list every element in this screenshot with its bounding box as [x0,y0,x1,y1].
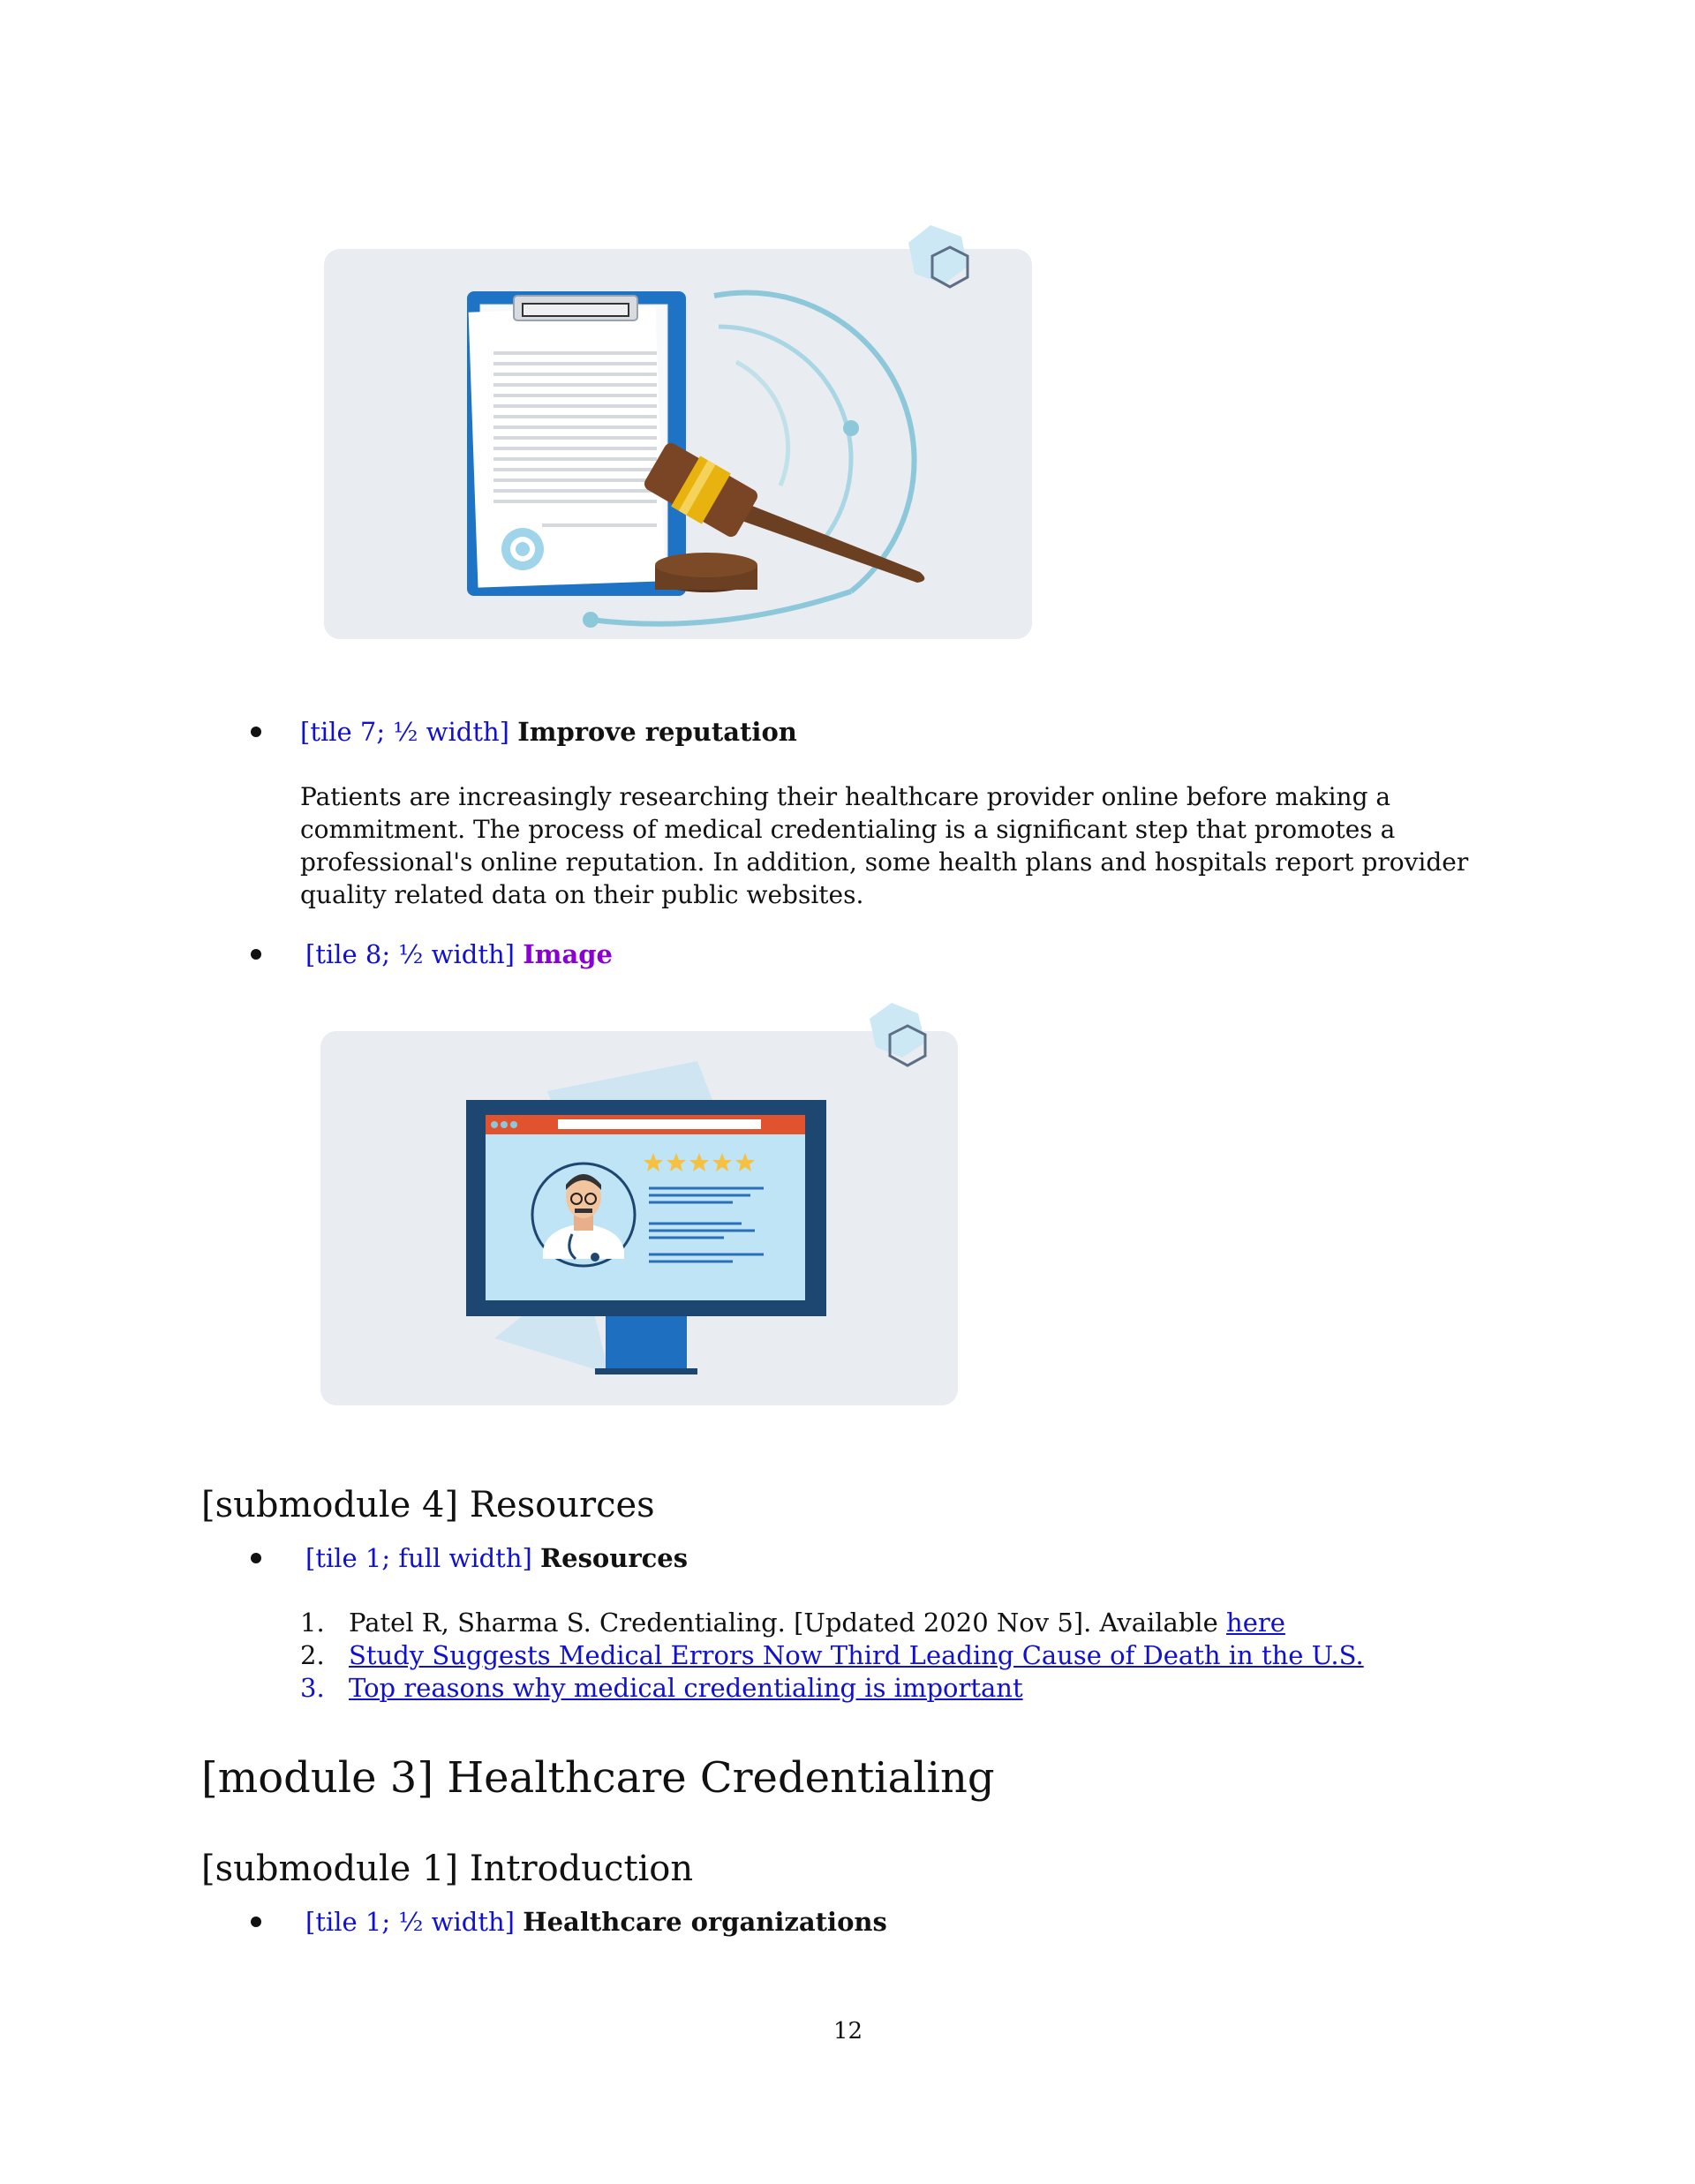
tile-7-header [300,716,797,748]
module-3-tile-header [305,1906,887,1938]
page-number: 12 [833,2018,863,2045]
monitor-doctor-illustration [318,1003,962,1409]
reference-link-here[interactable]: here [1226,1608,1285,1638]
bullet [251,727,261,737]
bullet [251,1553,261,1563]
reference-link-top-reasons[interactable] [300,1673,1023,1703]
clipboard-gavel-icon [321,221,1036,644]
tile-8-tag: [tile 8; ½ width] [305,939,515,969]
bullet [251,949,261,960]
submodule-4-heading: [submodule 4] Resources [201,1485,655,1525]
reference-item-2 [300,1639,1364,1671]
monitor-doctor-icon [318,1003,962,1409]
reference-number: 1. [300,1608,325,1638]
tile-7-body: Patients are increasingly researching their healthcare provider online before making a commitment. The process of medical credentialing is a significant step that promotes a professional's online reputation. In addition, some health plans and hospitals report provider quality related data on their public websites. [300,782,1469,909]
module-3-heading: [module 3] Healthcare Credentialing [201,1753,995,1803]
clipboard-gavel-illustration [321,221,1036,644]
submodule-4-tile-header [305,1542,688,1574]
reference-item-3 [300,1672,1023,1704]
reference-number: 2. [300,1640,325,1670]
module-3-tile-title: Healthcare organizations [523,1907,887,1937]
reference-text: Patel R, Sharma S. Credentialing. [Updated 2020 Nov 5]. Available [349,1608,1227,1638]
tile-7-tag: [tile 7; ½ width] [300,717,509,747]
tile-7-title: Improve reputation [517,717,797,747]
submodule-4-tile-tag: [tile 1; full width] [305,1543,532,1573]
reference-link-text: Top reasons why medical credentialing is important [349,1673,1023,1703]
reference-link-medical-errors[interactable]: Study Suggests Medical Errors Now Third Leading Cause of Death in the U.S. [349,1640,1364,1670]
submodule-4-tile-title: Resources [540,1543,689,1573]
bullet [251,1917,261,1927]
module-3-tile-tag: [tile 1; ½ width] [305,1907,515,1937]
reference-item-1 [300,1607,1285,1638]
reference-number: 3. [300,1673,325,1703]
tile-8-title: Image [523,939,613,969]
tile-8-header [305,938,613,970]
module-3-submodule-1-heading: [submodule 1] Introduction [201,1849,694,1889]
